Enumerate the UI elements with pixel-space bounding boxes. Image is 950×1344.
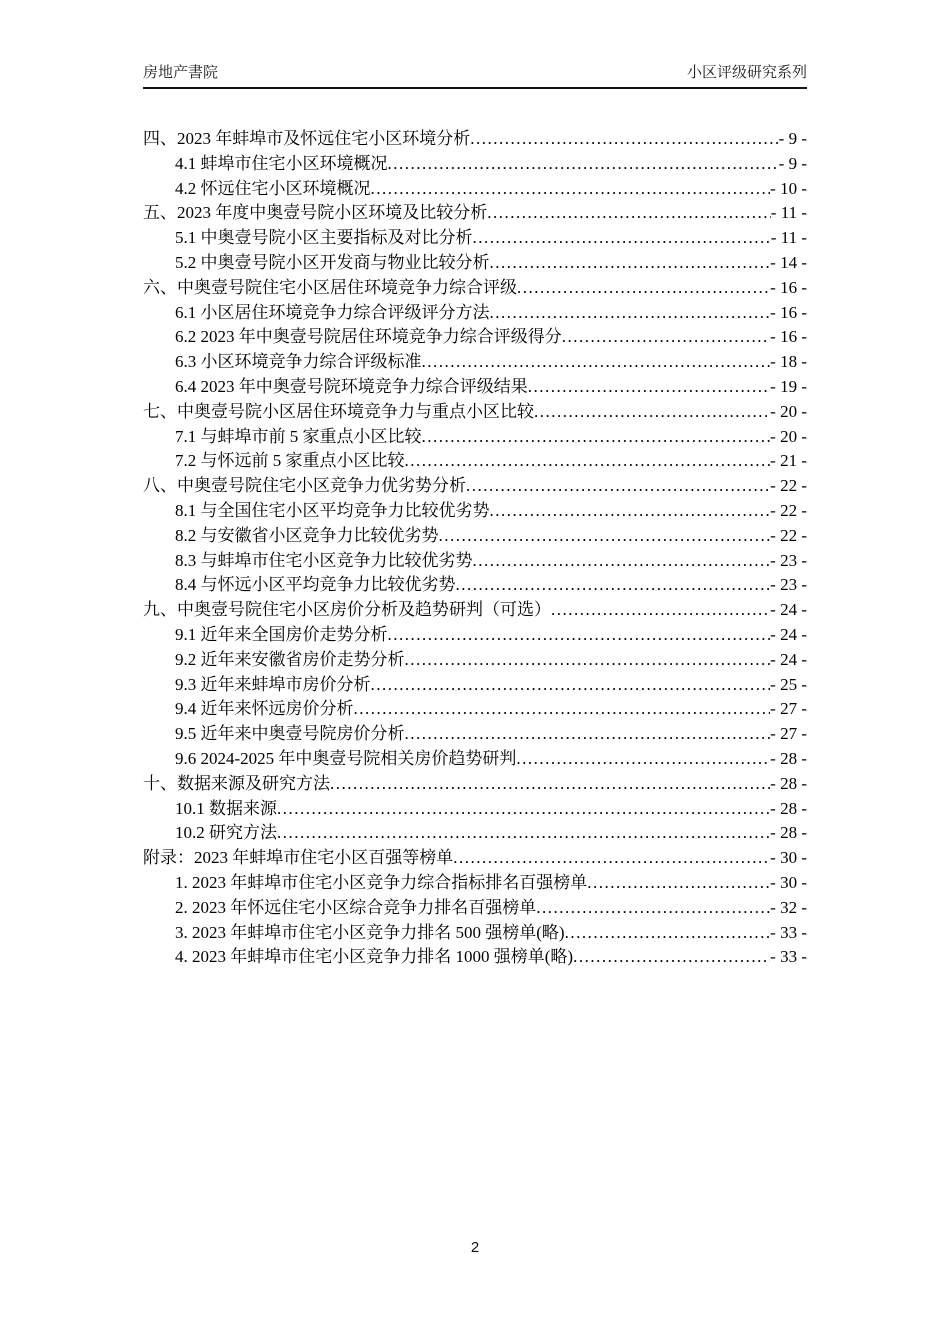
toc-dot-leader <box>490 251 771 276</box>
toc-dot-leader <box>551 598 770 623</box>
toc-entry-page-number: - 18 - <box>770 352 807 372</box>
toc-entry <box>143 573 807 598</box>
toc-dot-leader <box>456 573 771 598</box>
header-row <box>143 63 807 82</box>
toc-entry-title: 2. 2023 年怀远住宅小区综合竞争力排名百强榜单 <box>175 897 537 917</box>
toc-entry-title: 4. 2023 年蚌埠市住宅小区竞争力排名 1000 强榜单(略) <box>175 947 574 967</box>
toc-entry <box>143 549 807 574</box>
toc-dot-leader <box>405 449 771 474</box>
toc-entry-page-number: - 11 - <box>770 203 807 223</box>
toc-entry <box>143 648 807 673</box>
toc-entry-page-number: - 20 - <box>770 401 807 421</box>
toc-dot-leader <box>473 226 771 251</box>
toc-entry-page-number: - 24 - <box>770 649 807 669</box>
toc-entry-page-number: - 30 - <box>770 848 807 868</box>
toc-entry-page-number: - 25 - <box>770 674 807 694</box>
toc-dot-leader <box>354 697 771 722</box>
toc-entry <box>143 846 807 871</box>
toc-entry-title: 7.1 与蚌埠市前 5 家重点小区比较 <box>175 426 422 446</box>
toc-entry-page-number: - 22 - <box>770 476 807 496</box>
toc-entry-page-number: - 30 - <box>770 872 807 892</box>
toc-entry <box>143 772 807 797</box>
toc-dot-leader <box>565 921 771 946</box>
toc-entry-title: 9.1 近年来全国房价走势分析 <box>175 624 388 644</box>
toc-entry-title: 9.3 近年来蚌埠市房价分析 <box>175 674 371 694</box>
toc-entry <box>143 375 807 400</box>
toc-entry-page-number: - 22 - <box>770 500 807 520</box>
toc-dot-leader <box>562 325 770 350</box>
toc-dot-leader <box>490 499 771 524</box>
toc-entry <box>143 524 807 549</box>
toc-entry-title: 4.1 蚌埠市住宅小区环境概况 <box>175 153 388 173</box>
toc-dot-leader <box>587 871 770 896</box>
toc-entry <box>143 400 807 425</box>
toc-entry <box>143 152 807 177</box>
toc-entry-title: 6.3 小区环境竞争力综合评级标准 <box>175 352 422 372</box>
toc-entry <box>143 127 807 152</box>
toc-dot-leader <box>453 846 770 871</box>
toc-entry-page-number: - 9 - <box>778 129 807 148</box>
toc-entry-title: 9.6 2024-2025 年中奥壹号院相关房价趋势研判 <box>175 748 517 768</box>
toc-entry <box>143 226 807 251</box>
toc-entry-title: 10.1 数据来源 <box>175 798 277 818</box>
toc-entry <box>143 201 807 226</box>
toc-entry <box>143 325 807 350</box>
toc-dot-leader <box>534 400 770 425</box>
header-divider <box>143 87 807 89</box>
toc-entry <box>143 449 807 474</box>
toc-dot-leader <box>330 772 770 797</box>
toc-entry <box>143 598 807 623</box>
toc-entry-title: 9.5 近年来中奥壹号院房价分析 <box>175 724 405 744</box>
toc-dot-leader <box>388 152 779 177</box>
toc-dot-leader <box>516 747 770 772</box>
toc-entry-page-number: - 9 - <box>778 153 807 173</box>
toc-entry-page-number: - 20 - <box>770 426 807 446</box>
toc-entry <box>143 722 807 747</box>
toc-entry-title: 九、中奥壹号院住宅小区房价分析及趋势研判（可选） <box>143 600 551 620</box>
toc-dot-leader <box>422 425 771 450</box>
toc-entry-title: 八、中奥壹号院住宅小区竞争力优劣势分析 <box>143 476 466 496</box>
toc-entry-title: 6.2 2023 年中奥壹号院居住环境竞争力综合评级得分 <box>175 327 562 347</box>
toc-entry <box>143 871 807 896</box>
table-of-contents <box>143 127 807 970</box>
toc-entry <box>143 673 807 698</box>
toc-entry-page-number: - 28 - <box>770 773 807 793</box>
toc-dot-leader <box>371 177 771 202</box>
toc-entry-page-number: - 23 - <box>770 550 807 570</box>
toc-entry-title: 1. 2023 年蚌埠市住宅小区竞争力综合指标排名百强榜单 <box>175 872 588 892</box>
toc-dot-leader <box>388 623 771 648</box>
toc-entry-title: 附录：2023 年蚌埠市住宅小区百强等榜单 <box>143 848 454 868</box>
toc-entry <box>143 821 807 846</box>
toc-entry <box>143 251 807 276</box>
toc-entry <box>143 797 807 822</box>
toc-dot-leader <box>422 350 771 375</box>
toc-dot-leader <box>473 549 771 574</box>
toc-dot-leader <box>470 127 778 152</box>
toc-dot-leader <box>405 722 771 747</box>
toc-entry <box>143 697 807 722</box>
toc-entry-page-number: - 24 - <box>770 624 807 644</box>
toc-entry-title: 十、数据来源及研究方法 <box>143 773 330 793</box>
toc-entry-page-number: - 27 - <box>770 724 807 744</box>
toc-entry-title: 9.2 近年来安徽省房价走势分析 <box>175 649 405 669</box>
toc-dot-leader <box>528 375 770 400</box>
toc-entry-title: 10.2 研究方法 <box>175 823 277 843</box>
toc-entry-page-number: - 33 - <box>770 922 807 942</box>
header-right-title: 小区评级研究系列 <box>686 64 807 81</box>
toc-dot-leader <box>439 524 771 549</box>
toc-entry-page-number: - 16 - <box>770 327 807 347</box>
footer-page-number: 2 <box>470 1239 480 1256</box>
toc-entry-title: 5.2 中奥壹号院小区开发商与物业比较分析 <box>175 252 490 272</box>
toc-entry-title: 8.1 与全国住宅小区平均竞争力比较优劣势 <box>175 500 490 520</box>
toc-dot-leader <box>490 301 771 326</box>
toc-entry-title: 8.2 与安徽省小区竞争力比较优劣势 <box>175 525 439 545</box>
header-left-title: 房地产書院 <box>143 64 219 81</box>
toc-entry <box>143 945 807 970</box>
toc-entry-page-number: - 16 - <box>770 302 807 322</box>
page-footer <box>0 1239 950 1256</box>
toc-entry <box>143 623 807 648</box>
toc-entry <box>143 747 807 772</box>
toc-dot-leader <box>466 474 770 499</box>
toc-entry-title: 3. 2023 年蚌埠市住宅小区竞争力排名 500 强榜单(略) <box>175 922 565 942</box>
toc-entry-title: 7.2 与怀远前 5 家重点小区比较 <box>175 451 405 471</box>
toc-entry <box>143 425 807 450</box>
toc-entry-page-number: - 28 - <box>770 823 807 843</box>
toc-entry <box>143 499 807 524</box>
toc-entry-title: 9.4 近年来怀远房价分析 <box>175 699 354 719</box>
toc-entry <box>143 921 807 946</box>
toc-entry-title: 四、2023 年蚌埠市及怀远住宅小区环境分析 <box>143 129 471 148</box>
toc-entry-page-number: - 24 - <box>770 600 807 620</box>
toc-entry-title: 5.1 中奥壹号院小区主要指标及对比分析 <box>175 228 473 248</box>
toc-entry-page-number: - 11 - <box>770 228 807 248</box>
toc-entry-title: 七、中奥壹号院小区居住环境竞争力与重点小区比较 <box>143 401 534 421</box>
toc-entry-page-number: - 33 - <box>770 947 807 967</box>
toc-dot-leader <box>277 797 770 822</box>
toc-entry <box>143 276 807 301</box>
toc-dot-leader <box>517 276 770 301</box>
toc-entry <box>143 474 807 499</box>
toc-entry <box>143 896 807 921</box>
toc-entry-page-number: - 21 - <box>770 451 807 471</box>
toc-entry-page-number: - 14 - <box>770 252 807 272</box>
toc-entry-page-number: - 28 - <box>770 798 807 818</box>
toc-entry-page-number: - 27 - <box>770 699 807 719</box>
toc-entry <box>143 177 807 202</box>
toc-entry-title: 4.2 怀远住宅小区环境概况 <box>175 178 371 198</box>
toc-entry-page-number: - 16 - <box>770 277 807 297</box>
toc-entry-page-number: - 22 - <box>770 525 807 545</box>
toc-dot-leader <box>405 648 771 673</box>
toc-entry-page-number: - 10 - <box>770 178 807 198</box>
toc-entry-title: 五、2023 年度中奥壹号院小区环境及比较分析 <box>143 203 488 223</box>
toc-entry-title: 6.1 小区居住环境竞争力综合评级评分方法 <box>175 302 490 322</box>
toc-entry-title: 6.4 2023 年中奥壹号院环境竞争力综合评级结果 <box>175 376 528 396</box>
toc-entry-page-number: - 28 - <box>770 748 807 768</box>
page-header <box>143 63 807 89</box>
toc-dot-leader <box>371 673 771 698</box>
toc-entry-title: 六、中奥壹号院住宅小区居住环境竞争力综合评级 <box>143 277 517 297</box>
toc-dot-leader <box>573 945 770 970</box>
toc-entry-page-number: - 23 - <box>770 575 807 595</box>
toc-entry <box>143 350 807 375</box>
toc-entry-title: 8.4 与怀远小区平均竞争力比较优劣势 <box>175 575 456 595</box>
toc-dot-leader <box>487 201 771 226</box>
toc-entry-page-number: - 32 - <box>770 897 807 917</box>
toc-dot-leader <box>277 821 770 846</box>
toc-dot-leader <box>536 896 770 921</box>
toc-entry <box>143 301 807 326</box>
toc-entry-title: 8.3 与蚌埠市住宅小区竞争力比较优劣势 <box>175 550 473 570</box>
toc-entry-page-number: - 19 - <box>770 376 807 396</box>
